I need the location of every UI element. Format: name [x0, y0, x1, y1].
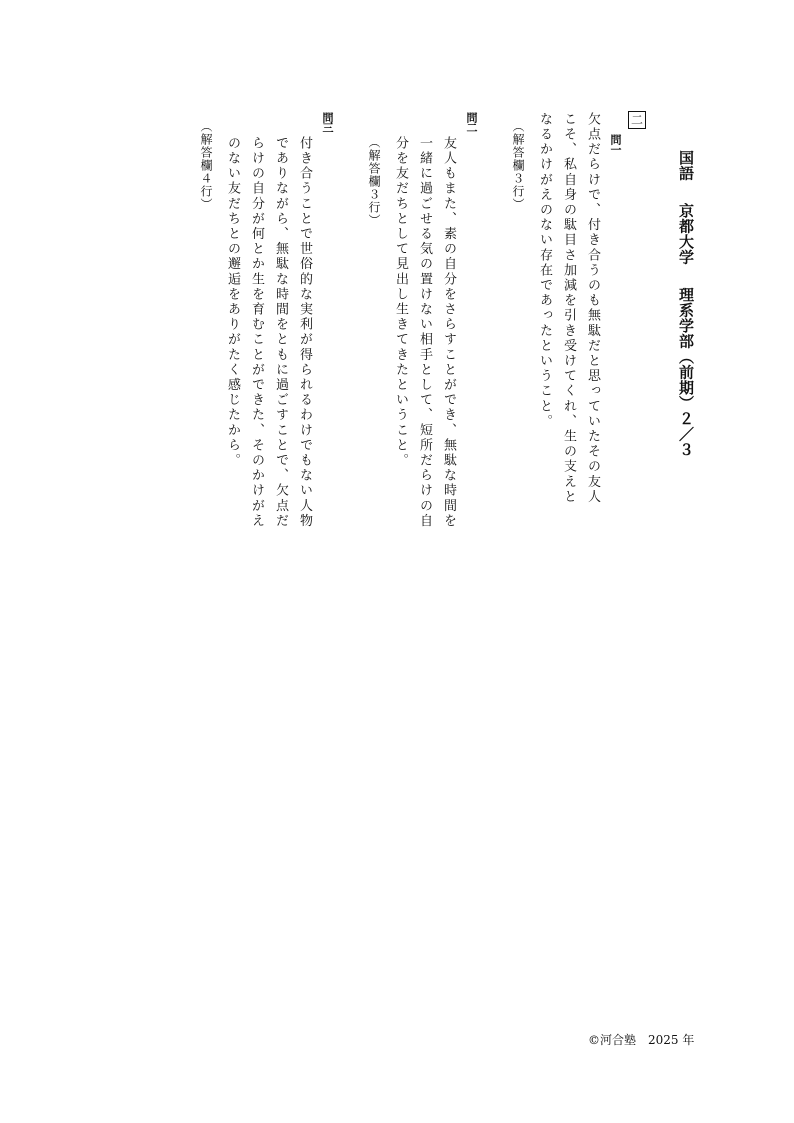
- q3-answer-line-2: でありながら、無駄な時間をともに過ごすことで、欠点だ: [273, 136, 288, 529]
- q3-answer-space-note: （解答欄４行）: [199, 120, 213, 211]
- q1-answer-line-3: なるかけがえのない存在であったということ。: [537, 112, 552, 430]
- q2-answer-line-1: 友人もまた、素の自分をさらすことができ、無駄な時間を: [441, 136, 456, 529]
- q1-answer-space-note: （解答欄３行）: [511, 120, 525, 211]
- q2-answer-space-note: （解答欄３行）: [367, 136, 381, 227]
- q2-answer-line-2: 一緒に過ごせる気の置けない相手として、短所だらけの自: [417, 136, 432, 529]
- q1-answer-line-2: こそ、私自身の駄目さ加減を引き受けてくれ、生の支えと: [561, 112, 576, 505]
- page-header: [676, 150, 696, 458]
- q1-answer-line-1: 欠点だらけで、付き合うのも無駄だと思っていたその友人: [585, 112, 600, 505]
- q2-answer-line-3: 分を友だちとして見出し生きてきたということ。: [393, 136, 408, 469]
- university-title: 京都大学: [677, 203, 695, 265]
- q3-answer-line-1: 付き合うことで世俗的な実利が得られるわけでもない人物: [297, 136, 312, 529]
- q3-answer-line-4: のない友だちとの邂逅をありがたく感じたから。: [225, 136, 240, 469]
- subject-title: 国語: [677, 150, 695, 181]
- copyright-footer: ©河合塾 2025 年: [588, 1033, 695, 1047]
- question-1-label: 問一: [609, 134, 622, 154]
- section-number-box: 二: [628, 111, 646, 129]
- q3-answer-line-3: らけの自分が何とか生を育むことができた、そのかけがえ: [249, 136, 264, 529]
- faculty-title: 理系学部（前期）２／３: [677, 287, 695, 458]
- question-3-label: 問三: [321, 112, 334, 132]
- question-2-label: 問二: [465, 112, 478, 132]
